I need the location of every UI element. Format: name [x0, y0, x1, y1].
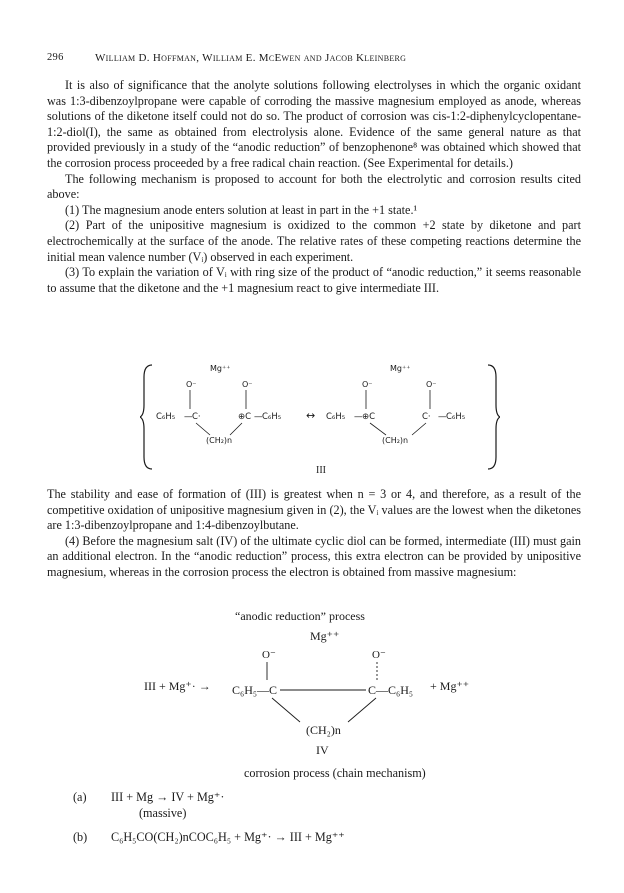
radical-carbon: C· — [192, 412, 201, 422]
structure-label: IV — [316, 743, 329, 757]
structure-iii-figure — [140, 357, 500, 477]
paragraph: The stability and ease of formation of (III) is greatest when n = 3 or 4, and therefore, as a result of the competitive oxidation of unipositive magnesium given in (2), the Vᵢ values are the lowest when the diketones are 1:3-dibenzoylpropane and 1:4-dibenzoylbutane. — [47, 487, 581, 533]
reaction-lhs: III + Mg⁺· → — [144, 679, 211, 693]
step-a-equation: III + Mg → IV + Mg⁺· — [111, 790, 225, 804]
reaction-rhs: + Mg⁺⁺ — [430, 679, 470, 693]
page-number: 296 — [47, 52, 64, 63]
oxygen-label: O⁻ — [186, 380, 197, 389]
paragraph: It is also of significance that the anolyte solutions following electrolyses in which the organic oxidant was 1:3-dibenzoylpropane were capable of corroding the massive magnesium employed as anode, whereas solutions of the diketone itself could not do so. The product of corrosion was cis-1:2-diphenylcyclopentane-1:2-diol(I), the same as obtained from electrolysis alone. Evidence of the same general nature as that provided previously in a study of the “anodic reduction” of benzophenone⁸ was obtained which showed that the corrosion process proceeded by a free radical chain reaction. (See Experimental for details.) — [47, 78, 581, 170]
svg-text:—: — — [438, 412, 447, 422]
step-b-label: (b) — [73, 830, 88, 844]
paragraph: (3) To explain the variation of Vᵢ with ring size of the product of “anodic reduction,” it seems reasonable to assume that the diketone and the +1 magnesium react to give intermediate III. — [47, 265, 581, 295]
methylene-chain: (CH₂)n — [306, 723, 341, 737]
carbon-right: C—C₆H₅ — [368, 683, 414, 697]
svg-text:—: — — [254, 412, 263, 422]
paragraph: (2) Part of the unipositive magnesium is oxidized to the common +2 state by diketone and part electrochemically at the surface of the anode. The relative rates of these competing reactions determine the initial mean valence number (Vᵢ) observed in each experiment. — [47, 218, 581, 264]
paragraph: (1) The magnesium anode enters solution at least in part in the +1 state.¹ — [65, 202, 418, 217]
svg-text:—: — — [354, 412, 363, 422]
corrosion-title: corrosion process (chain mechanism) — [244, 766, 426, 780]
oxygen-label: O⁻ — [372, 649, 386, 661]
oxygen-label: O⁻ — [262, 649, 276, 661]
running-header-authors: William D. Hoffman, William E. McEwen and Jacob Kleinberg — [95, 52, 407, 64]
body-text-mid — [47, 487, 581, 581]
radical-carbon: C· — [422, 412, 431, 422]
phenyl-label: C₆H₅ — [326, 412, 346, 422]
mg-label: Mg⁺⁺ — [310, 629, 340, 643]
oxygen-label: O⁻ — [426, 380, 437, 389]
oxygen-label: O⁻ — [362, 380, 373, 389]
mg-label: Mg⁺⁺ — [390, 364, 411, 373]
body-text-top — [47, 78, 581, 296]
step-a-label: (a) — [73, 790, 87, 804]
step-b-equation: C₆H₅CO(CH₂)nCOC₆H₅ + Mg⁺· → III + Mg⁺⁺ — [111, 830, 345, 844]
oxygen-label: O⁻ — [242, 380, 253, 389]
carbocation-carbon: ⊕C — [238, 412, 252, 422]
carbocation-carbon: ⊕C — [362, 412, 376, 422]
methylene-chain: (CH₂)n — [206, 436, 233, 445]
mg-label: Mg⁺⁺ — [210, 364, 231, 373]
svg-text:—: — — [184, 412, 193, 422]
svg-text:↔: ↔ — [306, 409, 316, 422]
step-a-note: (massive) — [139, 806, 187, 820]
running-header — [47, 52, 584, 68]
anodic-title: “anodic reduction” process — [235, 609, 365, 623]
paragraph: (4) Before the magnesium salt (IV) of the ultimate cyclic diol can be formed, intermediate (III) must gain an additional electron. In the “anodic reduction” process, this extra electron can be provided by unipositive magnesium, whereas in the corrosion process the electron is obtained from massive magnesium: — [47, 533, 581, 579]
phenyl-label: C₆H₅ — [262, 412, 282, 422]
paragraph: The following mechanism is proposed to account for both the electrolytic and corrosion results cited above: — [47, 171, 581, 202]
methylene-chain: (CH₂)n — [382, 436, 409, 445]
anodic-reduction-figure — [140, 608, 500, 758]
phenyl-label: C₆H₅ — [446, 412, 466, 422]
structure-label: III — [316, 465, 326, 476]
carbon-left: C₆H₅—C — [232, 683, 278, 697]
phenyl-label: C₆H₅ — [156, 412, 176, 422]
